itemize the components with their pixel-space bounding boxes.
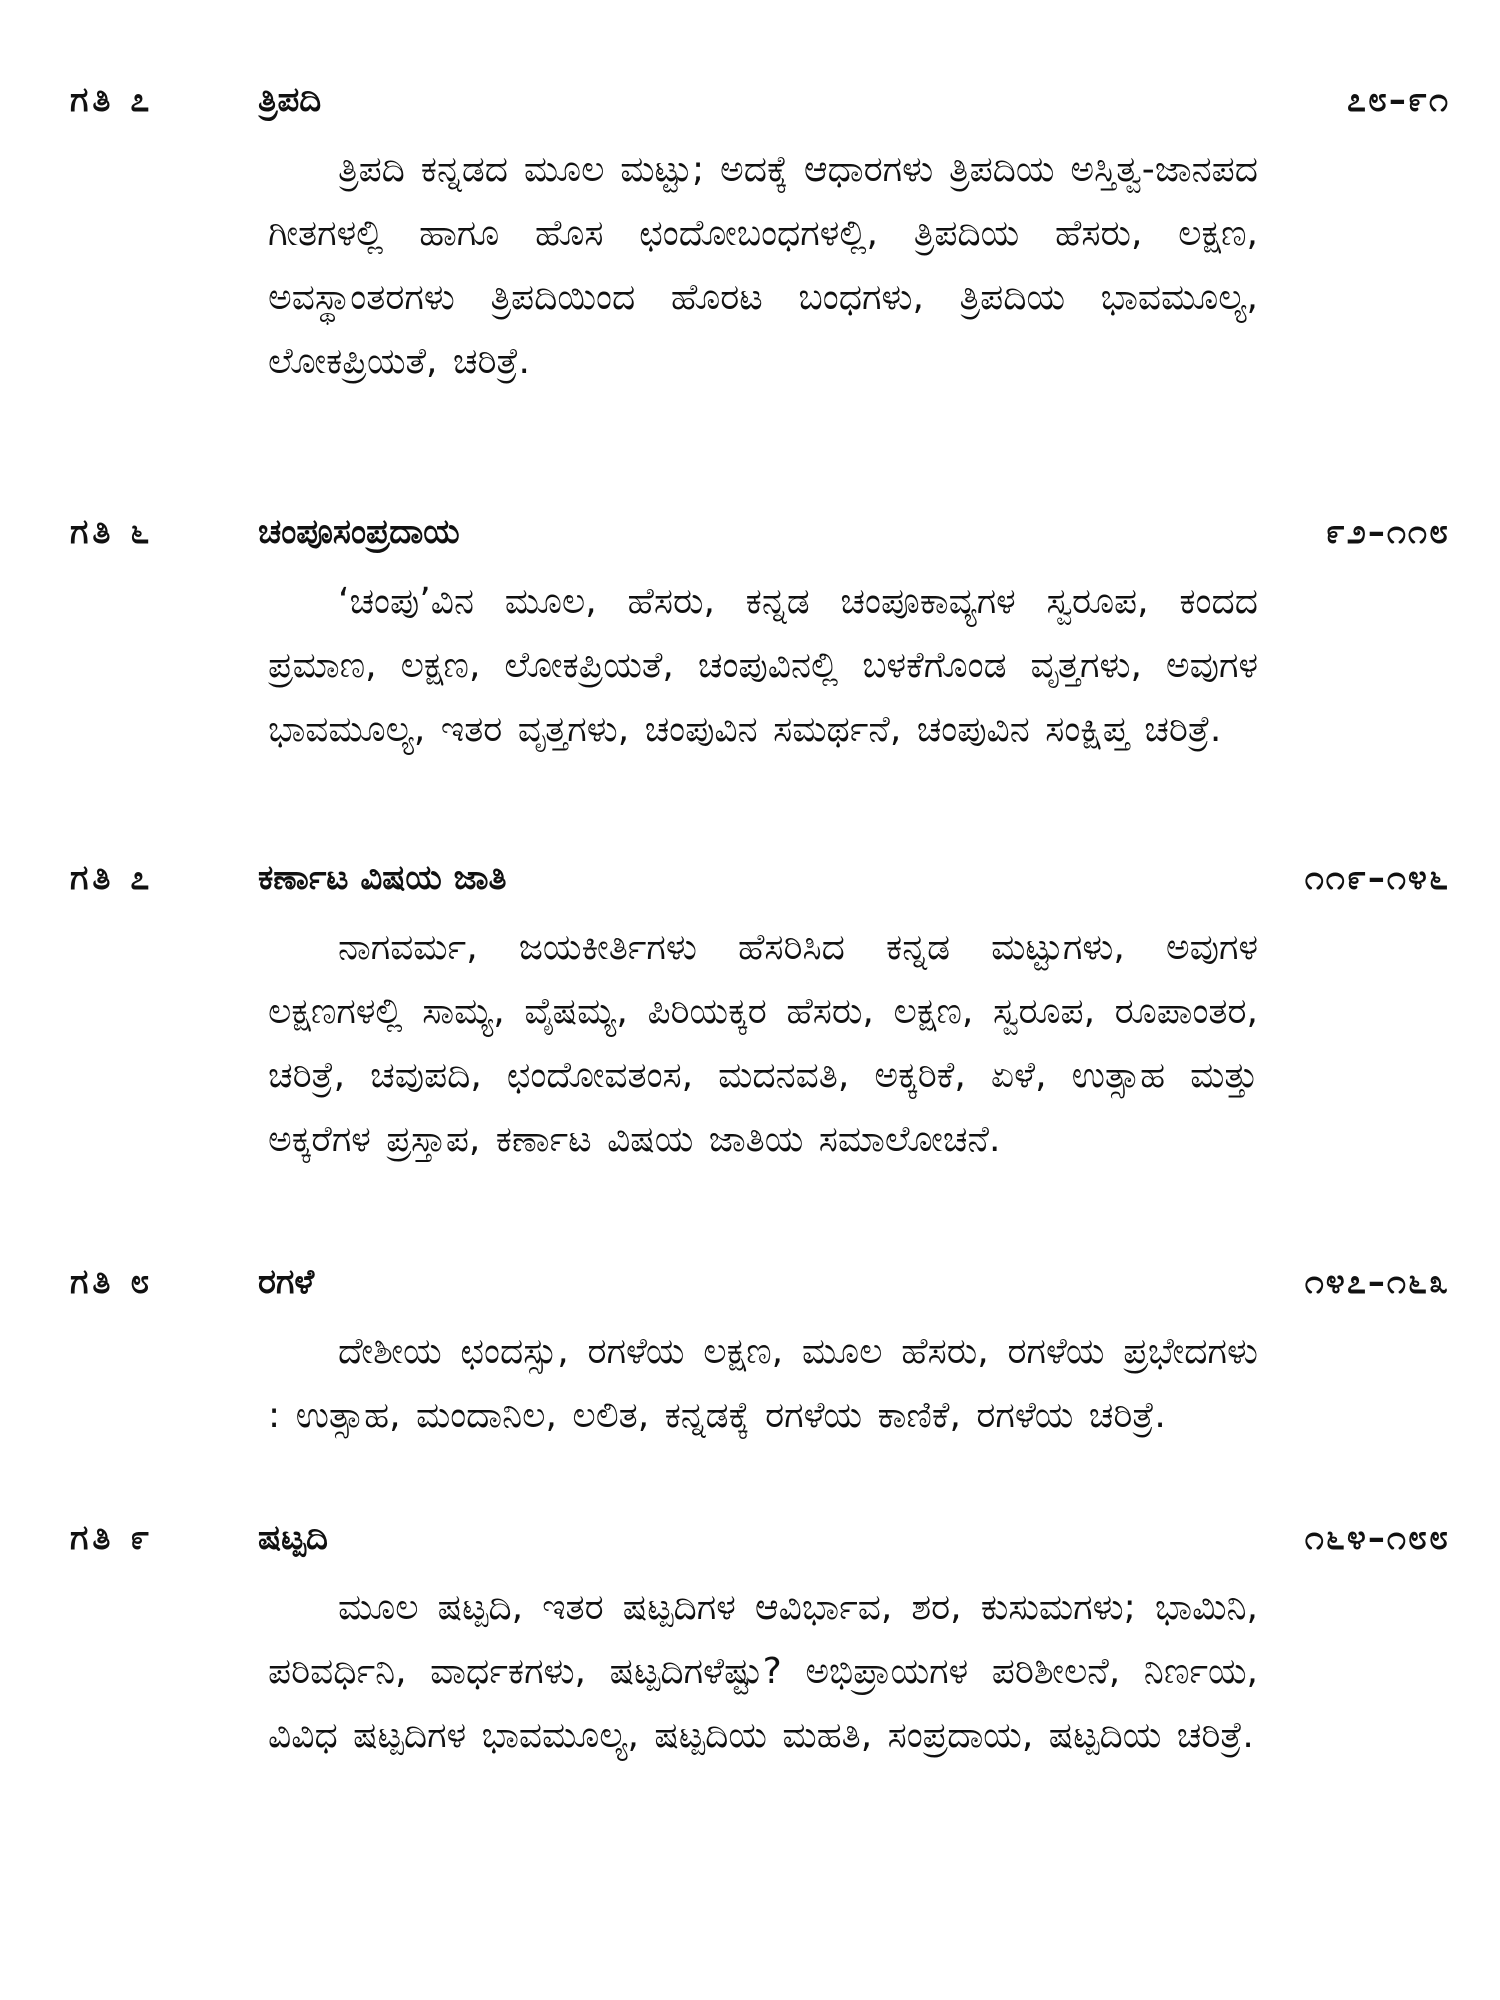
chapter-number: ಗತಿ ೬	[70, 512, 154, 552]
chapter-title: ಚಂಪೂಸಂಪ್ರದಾಯ	[258, 512, 460, 552]
chapter-summary: ದೇಶೀಯ ಛಂದಸ್ಸು, ರಗಳೆಯ ಲಕ್ಷಣ, ಮೂಲ ಹೆಸರು, ರಗಳೆಯ ಪ್ರಭೇದಗಳು : ಉತ್ಸಾಹ, ಮಂದಾನಿಲ, ಲಲಿತ, ಕನ್ನಡಕ್ಕೆ ರಗಳೆಯ ಕಾಣಿಕೆ, ರಗಳೆಯ ಚರಿತ್ರೆ.	[268, 1331, 1258, 1436]
chapter-number: ಗತಿ ೭	[70, 80, 154, 120]
page-range: ೯೨–೧೧೮	[1325, 512, 1450, 552]
chapter-summary: ನಾಗವರ್ಮ, ಜಯಕೀರ್ತಿಗಳು ಹೆಸರಿಸಿದ ಕನ್ನಡ ಮಟ್ಟುಗಳು, ಅವುಗಳ ಲಕ್ಷಣಗಳಲ್ಲಿ ಸಾಮ್ಯ, ವೈಷಮ್ಯ, ಪಿರಿಯಕ್ಕರ ಹೆಸರು, ಲಕ್ಷಣ, ಸ್ವರೂಪ, ರೂಪಾಂತರ, ಚರಿತ್ರೆ, ಚವುಪದಿ, ಛಂದೋವತಂಸ, ಮದನವತಿ, ಅಕ್ಕರಿಕೆ, ಏಳೆ, ಉತ್ಸಾಹ ಮತ್ತು ಅಕ್ಕರೆಗಳ ಪ್ರಸ್ತಾಪ, ಕರ್ಣಾಟ ವಿಷಯ ಜಾತಿಯ ಸಮಾಲೋಚನೆ.	[268, 927, 1258, 1160]
chapter-number: ಗತಿ ೯	[70, 1518, 154, 1558]
page-range: ೧೧೯–೧೪೬	[1304, 858, 1450, 898]
page-range: ೧೪೭–೧೬೩	[1304, 1262, 1450, 1302]
chapter-number: ಗತಿ ೮	[70, 1262, 154, 1302]
chapter-title: ತ್ರಿಪದಿ	[258, 80, 322, 120]
chapter-summary: ಮೂಲ ಷಟ್ಪದಿ, ಇತರ ಷಟ್ಪದಿಗಳ ಆವಿರ್ಭಾವ, ಶರ, ಕುಸುಮಗಳು; ಭಾಮಿನಿ, ಪರಿವರ್ಧಿನಿ, ವಾರ್ಧಕಗಳು, ಷಟ್ಪದಿಗಳೆಷ್ಟು? ಅಭಿಪ್ರಾಯಗಳ ಪರಿಶೀಲನೆ, ನಿರ್ಣಯ, ವಿವಿಧ ಷಟ್ಪದಿಗಳ ಭಾವಮೂಲ್ಯ, ಷಟ್ಪದಿಯ ಮಹತಿ, ಸಂಪ್ರದಾಯ, ಷಟ್ಪದಿಯ ಚರಿತ್ರೆ.	[268, 1587, 1258, 1756]
chapter-title: ಕರ್ಣಾಟ ವಿಷಯ ಜಾತಿ	[258, 858, 507, 898]
page-range: ೭೮–೯೧	[1346, 80, 1450, 120]
chapter-title: ಷಟ್ಪದಿ	[258, 1518, 328, 1558]
chapter-summary: ‘ಚಂಪು’ವಿನ ಮೂಲ, ಹೆಸರು, ಕನ್ನಡ ಚಂಪೂಕಾವ್ಯಗಳ ಸ್ವರೂಪ, ಕಂದದ ಪ್ರಮಾಣ, ಲಕ್ಷಣ, ಲೋಕಪ್ರಿಯತೆ, ಚಂಪುವಿನಲ್ಲಿ ಬಳಕೆಗೊಂಡ ವೃತ್ತಗಳು, ಅವುಗಳ ಭಾವಮೂಲ್ಯ, ಇತರ ವೃತ್ತಗಳು, ಚಂಪುವಿನ ಸಮರ್ಥನೆ, ಚಂಪುವಿನ ಸಂಕ್ಷಿಪ್ತ ಚರಿತ್ರೆ.	[268, 581, 1258, 750]
chapter-title: ರಗಳೆ	[258, 1262, 315, 1302]
chapter-number: ಗತಿ ೭	[70, 858, 154, 898]
chapter-summary: ತ್ರಿಪದಿ ಕನ್ನಡದ ಮೂಲ ಮಟ್ಟು; ಅದಕ್ಕೆ ಆಧಾರಗಳು ತ್ರಿಪದಿಯ ಅಸ್ತಿತ್ವ-ಜಾನಪದ ಗೀತಗಳಲ್ಲಿ ಹಾಗೂ ಹೊಸ ಛಂದೋಬಂಧಗಳಲ್ಲಿ, ತ್ರಿಪದಿಯ ಹೆಸರು, ಲಕ್ಷಣ, ಅವಸ್ಥಾಂತರಗಳು ತ್ರಿಪದಿಯಿಂದ ಹೊರಟ ಬಂಧಗಳು, ತ್ರಿಪದಿಯ ಭಾವಮೂಲ್ಯ, ಲೋಕಪ್ರಿಯತೆ, ಚರಿತ್ರೆ.	[268, 149, 1258, 382]
page-range: ೧೬೪–೧೮೮	[1304, 1518, 1450, 1558]
